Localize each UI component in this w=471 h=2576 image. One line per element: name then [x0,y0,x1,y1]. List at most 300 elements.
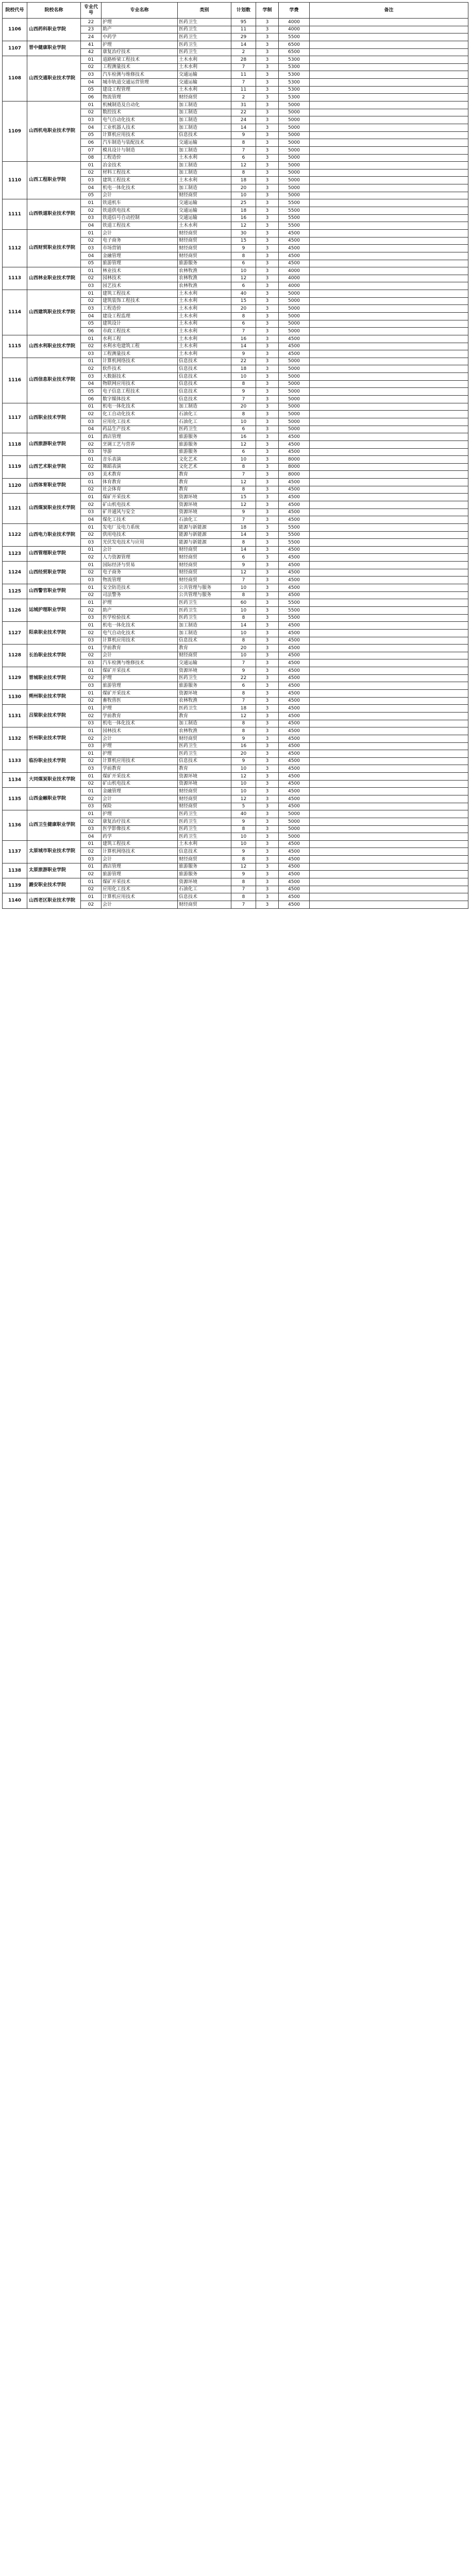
fee-cell: 5000 [279,320,310,328]
fee-cell: 5000 [279,305,310,313]
major-name-cell: 助产 [102,606,178,614]
fee-cell: 5000 [279,418,310,426]
major-code-cell: 03 [81,614,102,622]
plan-cell: 10 [231,765,256,773]
remark-cell [310,803,468,810]
fee-cell: 4500 [279,712,310,720]
years-cell: 3 [256,652,279,659]
school-code-cell: 1119 [3,456,27,479]
category-cell: 医药卫生 [178,705,231,713]
major-code-cell: 04 [81,833,102,841]
years-cell: 3 [256,637,279,645]
school-name-cell: 朔州职业技术学院 [27,690,81,705]
major-name-cell: 舞蹈表演 [102,463,178,471]
category-cell: 资源环境 [178,501,231,509]
school-code-cell: 1109 [3,101,27,162]
category-cell: 旅游服务 [178,871,231,878]
remark-cell [310,577,468,584]
remark-cell [310,479,468,486]
fee-cell: 4500 [279,509,310,516]
major-code-cell: 01 [81,645,102,652]
school-name-cell: 山西财贸职业技术学院 [27,229,81,267]
remark-cell [310,267,468,275]
major-code-cell: 03 [81,177,102,184]
remark-cell [310,773,468,781]
major-code-cell: 06 [81,139,102,147]
plan-cell: 9 [231,818,256,825]
category-cell: 信息技术 [178,893,231,901]
plan-cell: 9 [231,735,256,742]
remark-cell [310,146,468,154]
years-cell: 3 [256,825,279,833]
plan-cell: 6 [231,282,256,290]
table-row [3,667,468,675]
years-cell: 3 [256,697,279,705]
school-code-cell: 1135 [3,788,27,810]
category-cell: 医药卫生 [178,833,231,841]
remark-cell [310,411,468,418]
remark-cell [310,207,468,215]
fee-cell: 4500 [279,773,310,781]
major-code-cell: 04 [81,79,102,87]
major-code-cell: 02 [81,795,102,803]
category-cell: 土木水利 [178,56,231,64]
plan-cell: 16 [231,433,256,441]
plan-cell: 9 [231,562,256,569]
fee-cell: 4000 [279,26,310,33]
remark-cell [310,260,468,267]
school-code-cell: 1117 [3,403,27,433]
major-name-cell: 社会体育 [102,486,178,494]
years-cell: 3 [256,320,279,328]
major-name-cell: 机电一体化技术 [102,184,178,192]
fee-cell: 4500 [279,659,310,667]
major-code-cell: 05 [81,192,102,199]
remark-cell [310,396,468,403]
remark-cell [310,878,468,886]
years-cell: 3 [256,365,279,373]
school-code-cell: 1107 [3,41,27,56]
years-cell: 3 [256,486,279,494]
major-name-cell: 煤化工技术 [102,516,178,524]
major-name-cell: 矿井通风与安全 [102,509,178,516]
school-name-cell: 长治职业技术学院 [27,645,81,667]
major-name-cell: 机电一体化技术 [102,720,178,727]
major-name-cell: 物联网应用技术 [102,380,178,388]
remark-cell [310,177,468,184]
table-body [3,19,468,909]
years-cell: 3 [256,41,279,48]
major-name-cell: 人力资源管理 [102,554,178,562]
category-cell: 财经商贸 [178,795,231,803]
fee-cell: 4500 [279,622,310,630]
major-code-cell: 01 [81,229,102,237]
category-cell: 教育 [178,645,231,652]
remark-cell [310,335,468,343]
major-code-cell: 02 [81,297,102,305]
years-cell: 3 [256,712,279,720]
years-cell: 3 [256,267,279,275]
remark-cell [310,86,468,94]
remark-cell [310,629,468,637]
school-name-cell: 山西管理职业学院 [27,546,81,561]
major-code-cell: 03 [81,803,102,810]
school-code-cell: 1115 [3,335,27,358]
remark-cell [310,169,468,177]
major-code-cell: 01 [81,358,102,365]
years-cell: 3 [256,169,279,177]
remark-cell [310,184,468,192]
major-name-cell: 市政工程技术 [102,328,178,335]
major-name-cell: 工程造价 [102,154,178,162]
plan-cell: 7 [231,79,256,87]
major-name-cell: 学前教育 [102,765,178,773]
years-cell: 3 [256,380,279,388]
major-code-cell: 01 [81,494,102,501]
major-name-cell: 园艺技术 [102,282,178,290]
major-name-cell: 体育教育 [102,479,178,486]
plan-cell: 18 [231,523,256,531]
fee-cell: 5300 [279,79,310,87]
category-cell: 医药卫生 [178,742,231,750]
years-cell: 3 [256,305,279,313]
category-cell: 医药卫生 [178,810,231,818]
fee-cell: 6500 [279,48,310,56]
major-code-cell: 04 [81,312,102,320]
school-code-cell: 1108 [3,56,27,101]
fee-cell: 5500 [279,222,310,230]
plan-cell: 10 [231,373,256,381]
major-code-cell: 42 [81,48,102,56]
major-code-cell: 03 [81,539,102,547]
plan-cell: 6 [231,426,256,433]
major-name-cell: 康复治疗技术 [102,48,178,56]
remark-cell [310,863,468,871]
school-code-cell: 1130 [3,690,27,705]
plan-cell: 7 [231,659,256,667]
fee-cell: 4500 [279,516,310,524]
major-name-cell: 应用化工技术 [102,418,178,426]
major-code-cell: 02 [81,606,102,614]
years-cell: 3 [256,750,279,758]
table-row [3,546,468,554]
plan-cell: 16 [231,214,256,222]
plan-cell: 6 [231,554,256,562]
remark-cell [310,456,468,464]
table-row [3,878,468,886]
plan-cell: 95 [231,19,256,26]
plan-cell: 20 [231,750,256,758]
fee-cell: 5000 [279,312,310,320]
major-code-cell: 03 [81,825,102,833]
major-name-cell: 学前教育 [102,645,178,652]
category-cell: 加工制造 [178,629,231,637]
major-code-cell: 05 [81,320,102,328]
plan-cell: 10 [231,629,256,637]
category-cell: 加工制造 [178,184,231,192]
major-name-cell: 水利工程 [102,335,178,343]
major-code-cell: 03 [81,720,102,727]
years-cell: 3 [256,411,279,418]
category-cell: 医药卫生 [178,606,231,614]
years-cell: 3 [256,184,279,192]
remark-cell [310,305,468,313]
years-cell: 3 [256,177,279,184]
fee-cell: 5300 [279,63,310,71]
category-cell: 土木水利 [178,177,231,184]
plan-cell: 14 [231,41,256,48]
school-code-cell: 1112 [3,229,27,267]
category-cell: 资源环境 [178,690,231,698]
table-row [3,523,468,531]
remark-cell [310,667,468,675]
remark-cell [310,765,468,773]
years-cell: 3 [256,591,279,599]
major-name-cell: 工程测量技术 [102,350,178,358]
fee-cell: 4500 [279,735,310,742]
years-cell: 3 [256,207,279,215]
major-code-cell: 23 [81,26,102,33]
major-name-cell: 司法警务 [102,591,178,599]
major-name-cell: 安全防范技术 [102,584,178,592]
major-code-cell: 02 [81,531,102,539]
school-code-cell: 1124 [3,562,27,584]
plan-cell: 16 [231,742,256,750]
major-name-cell: 电子信息工程技术 [102,388,178,396]
remark-cell [310,214,468,222]
fee-cell: 8000 [279,463,310,471]
fee-cell: 4000 [279,19,310,26]
fee-cell: 4500 [279,757,310,765]
school-name-cell: 山西金融职业学院 [27,788,81,810]
category-cell: 旅游服务 [178,433,231,441]
years-cell: 3 [256,765,279,773]
plan-cell: 15 [231,297,256,305]
major-code-cell: 04 [81,222,102,230]
plan-cell: 12 [231,222,256,230]
major-code-cell: 03 [81,637,102,645]
years-cell: 3 [256,727,279,735]
major-name-cell: 园林技术 [102,275,178,282]
plan-cell: 9 [231,667,256,675]
plan-cell: 31 [231,101,256,109]
plan-cell: 10 [231,192,256,199]
category-cell: 财经商贸 [178,652,231,659]
category-cell: 文化艺术 [178,456,231,464]
remark-cell [310,403,468,411]
fee-cell: 4500 [279,479,310,486]
years-cell: 3 [256,690,279,698]
remark-cell [310,531,468,539]
remark-cell [310,569,468,577]
plan-cell: 10 [231,267,256,275]
years-cell: 3 [256,645,279,652]
major-name-cell: 市场营销 [102,245,178,252]
fee-cell: 5000 [279,177,310,184]
years-cell: 3 [256,531,279,539]
major-code-cell: 04 [81,184,102,192]
years-cell: 3 [256,343,279,350]
plan-cell: 8 [231,878,256,886]
major-code-cell: 03 [81,350,102,358]
school-code-cell: 1122 [3,523,27,546]
fee-cell: 4500 [279,343,310,350]
major-code-cell: 04 [81,124,102,131]
fee-cell: 4500 [279,645,310,652]
category-cell: 医药卫生 [178,41,231,48]
fee-cell: 5500 [279,606,310,614]
plan-cell: 24 [231,116,256,124]
remark-cell [310,312,468,320]
major-name-cell: 护理 [102,810,178,818]
remark-cell [310,94,468,101]
major-code-cell: 02 [81,411,102,418]
category-cell: 资源环境 [178,780,231,788]
major-name-cell: 中药学 [102,33,178,41]
years-cell: 3 [256,456,279,464]
category-cell: 财经商贸 [178,735,231,742]
category-cell: 医药卫生 [178,614,231,622]
category-cell: 医药卫生 [178,825,231,833]
major-code-cell: 02 [81,712,102,720]
plan-cell: 14 [231,622,256,630]
school-code-cell: 1123 [3,546,27,561]
remark-cell [310,418,468,426]
years-cell: 3 [256,56,279,64]
school-name-cell: 山西老区职业技术学院 [27,893,81,908]
major-code-cell: 03 [81,418,102,426]
years-cell: 3 [256,109,279,116]
fee-cell: 5000 [279,328,310,335]
fee-cell: 4500 [279,433,310,441]
plan-cell: 8 [231,252,256,260]
plan-cell: 14 [231,546,256,554]
years-cell: 3 [256,433,279,441]
years-cell: 3 [256,479,279,486]
school-code-cell: 1110 [3,162,27,199]
years-cell: 3 [256,71,279,79]
remark-cell [310,509,468,516]
category-cell: 信息技术 [178,358,231,365]
major-code-cell: 03 [81,765,102,773]
fee-cell: 4500 [279,335,310,343]
major-code-cell: 05 [81,131,102,139]
years-cell: 3 [256,878,279,886]
school-name-cell: 潞安职业技术学院 [27,878,81,893]
years-cell: 3 [256,720,279,727]
major-code-cell: 02 [81,697,102,705]
major-name-cell: 城市轨道交通运营管理 [102,79,178,87]
years-cell: 3 [256,418,279,426]
school-code-cell: 1126 [3,599,27,622]
school-name-cell: 山西职业技术学院 [27,403,81,433]
remark-cell [310,41,468,48]
remark-cell [310,840,468,848]
remark-cell [310,554,468,562]
major-name-cell: 大数据技术 [102,373,178,381]
plan-cell: 8 [231,169,256,177]
major-code-cell: 01 [81,403,102,411]
remark-cell [310,139,468,147]
fee-cell: 5500 [279,214,310,222]
major-code-cell: 02 [81,757,102,765]
major-code-cell: 05 [81,260,102,267]
major-code-cell: 01 [81,433,102,441]
fee-cell: 5000 [279,825,310,833]
fee-cell: 5000 [279,297,310,305]
category-cell: 土木水利 [178,297,231,305]
major-name-cell: 金融管理 [102,788,178,795]
major-code-cell: 02 [81,554,102,562]
years-cell: 3 [256,562,279,569]
years-cell: 3 [256,139,279,147]
plan-cell: 25 [231,199,256,207]
category-cell: 教育 [178,765,231,773]
enrollment-plan-table [2,2,468,909]
major-code-cell: 02 [81,569,102,577]
major-code-cell: 03 [81,305,102,313]
category-cell: 财经商贸 [178,569,231,577]
school-code-cell: 1114 [3,290,27,335]
category-cell: 加工制造 [178,622,231,630]
fee-cell: 4500 [279,720,310,727]
fee-cell: 4500 [279,652,310,659]
remark-cell [310,893,468,901]
major-name-cell: 药品生产技术 [102,426,178,433]
remark-cell [310,682,468,690]
school-code-cell: 1131 [3,705,27,727]
major-code-cell: 01 [81,727,102,735]
category-cell: 财经商贸 [178,856,231,863]
category-cell: 财经商贸 [178,252,231,260]
table-row [3,199,468,207]
major-name-cell: 酒店管理 [102,433,178,441]
plan-cell: 2 [231,94,256,101]
school-name-cell: 山西林业职业技术学院 [27,267,81,290]
category-cell: 公共管理与服务 [178,591,231,599]
remark-cell [310,19,468,26]
category-cell: 信息技术 [178,848,231,856]
remark-cell [310,229,468,237]
category-cell: 信息技术 [178,365,231,373]
category-cell: 财经商贸 [178,245,231,252]
fee-cell: 4500 [279,750,310,758]
school-code-cell: 1134 [3,773,27,788]
table-row [3,358,468,365]
remark-cell [310,48,468,56]
major-code-cell: 02 [81,818,102,825]
major-code-cell: 02 [81,780,102,788]
years-cell: 3 [256,373,279,381]
school-name-cell: 吕梁职业技术学院 [27,705,81,727]
years-cell: 3 [256,901,279,908]
major-name-cell: 工业机器人技术 [102,124,178,131]
years-cell: 3 [256,705,279,713]
table-row [3,403,468,411]
table-row [3,773,468,781]
major-code-cell: 02 [81,591,102,599]
plan-cell: 7 [231,516,256,524]
school-code-cell: 1139 [3,878,27,893]
years-cell: 3 [256,162,279,170]
plan-cell: 10 [231,418,256,426]
major-code-cell: 07 [81,146,102,154]
remark-cell [310,523,468,531]
remark-cell [310,825,468,833]
major-name-cell: 计算机网络技术 [102,358,178,365]
major-code-cell: 02 [81,886,102,893]
fee-cell: 5000 [279,396,310,403]
